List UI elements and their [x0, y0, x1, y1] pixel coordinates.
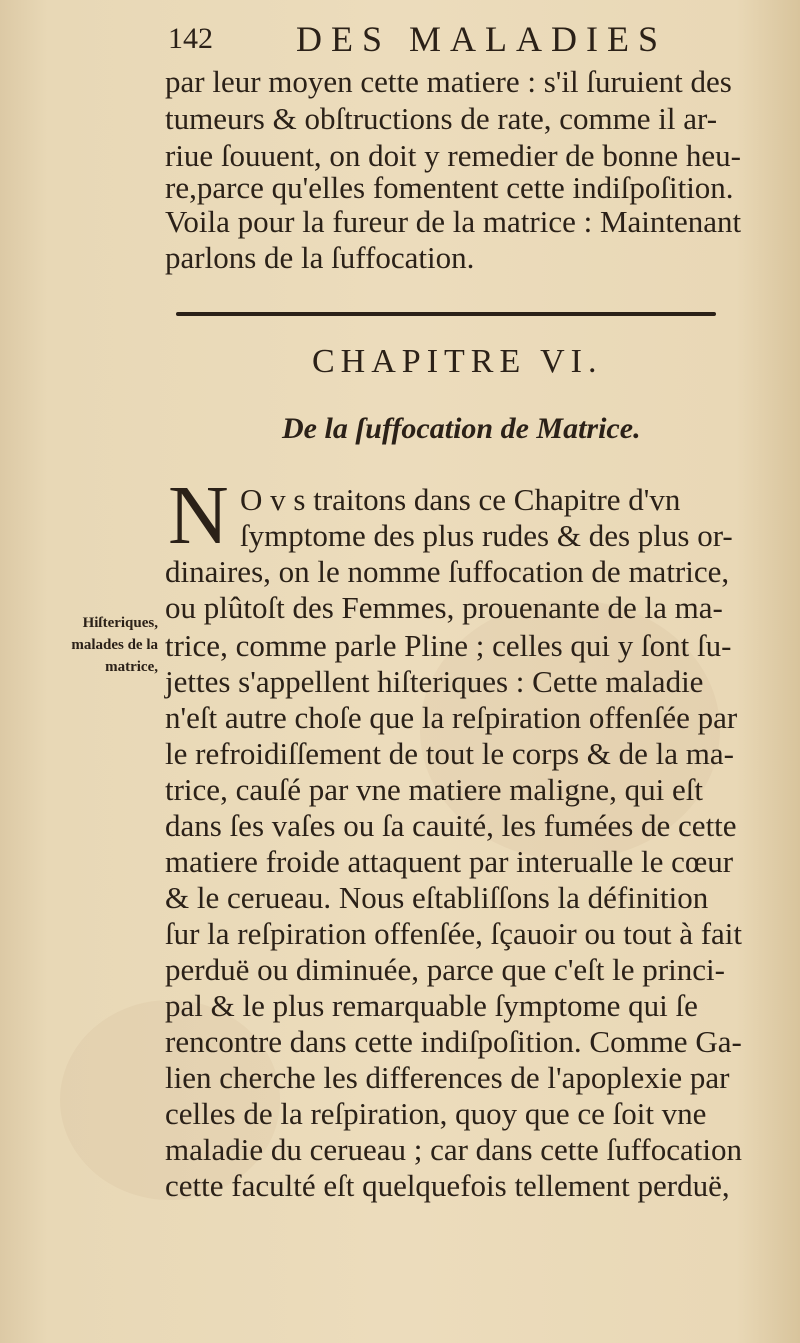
text-line: pal & le plus remarquable ſymptome qui ſe [165, 988, 698, 1023]
text-line: par leur moyen cette matiere : s'il ſuruient des [165, 64, 732, 99]
margin-note-line: malades de la [71, 637, 158, 653]
margin-note-line: matrice, [105, 659, 158, 675]
chapter-heading: CHAPITRE VI. [312, 343, 603, 380]
text-line: trice, cauſé par vne matiere maligne, qui eſt [165, 772, 703, 807]
text-line: matiere froide attaquent par interualle le cœur [165, 844, 734, 879]
text-line: maladie du cerueau ; car dans cette ſuffocation [165, 1132, 742, 1167]
text-line: ſur la reſpiration offenſée, ſçauoir ou tout à fait [165, 916, 743, 951]
text-line: riue ſouuent, on doit y remedier de bonne heu- [165, 138, 741, 173]
text-line: Voila pour la fureur de la matrice : Maintenant [165, 204, 742, 239]
text-line: trice, comme parle Pline ; celles qui y ſont ſu- [165, 628, 732, 663]
margin-note-line: Hiſteriques, [82, 615, 158, 631]
text-line: re,parce qu'elles fomentent cette indiſpoſition. [165, 170, 734, 205]
text-line: & le cerueau. Nous eſtabliſſons la définition [165, 880, 709, 915]
text-line: celles de la reſpiration, quoy que ce ſoit vne [165, 1096, 707, 1131]
text-line: O v s traitons dans ce Chapitre d'vn [240, 482, 681, 517]
chapter-title: De la ſuffocation de Matrice. [282, 412, 641, 445]
text-line: n'eſt autre choſe que la reſpiration offenſée par [165, 700, 738, 735]
running-title: DES MALADIES [296, 19, 668, 59]
text-line: ou plûtoſt des Femmes, prouenante de la ma- [165, 590, 723, 625]
text-line: jettes s'appellent hiſteriques : Cette maladie [165, 664, 704, 699]
text-line: dans ſes vaſes ou ſa cauité, les fumées de cette [165, 808, 737, 843]
running-head [168, 18, 728, 62]
text-line: rencontre dans cette indiſpoſition. Comme Ga- [165, 1024, 742, 1059]
text-line: cette faculté eſt quelquefois tellement perduë, [165, 1168, 730, 1203]
text-line: le refroidiſſement de tout le corps & de la ma- [165, 736, 734, 771]
text-line: ſymptome des plus rudes & des plus or- [240, 518, 733, 553]
horizontal-rule [176, 312, 716, 316]
text-line: lien cherche les differences de l'apoplexie par [165, 1060, 730, 1095]
page-number: 142 [168, 22, 213, 55]
text-line: dinaires, on le nomme ſuffocation de matrice, [165, 554, 730, 589]
text-line: perduë ou diminuée, parce que c'eſt le princi- [165, 952, 725, 987]
margin-note [10, 612, 158, 678]
text-line: parlons de la ſuffocation. [165, 240, 475, 275]
drop-cap: N [168, 469, 229, 562]
text-line: tumeurs & obſtructions de rate, comme il ar- [165, 101, 718, 136]
